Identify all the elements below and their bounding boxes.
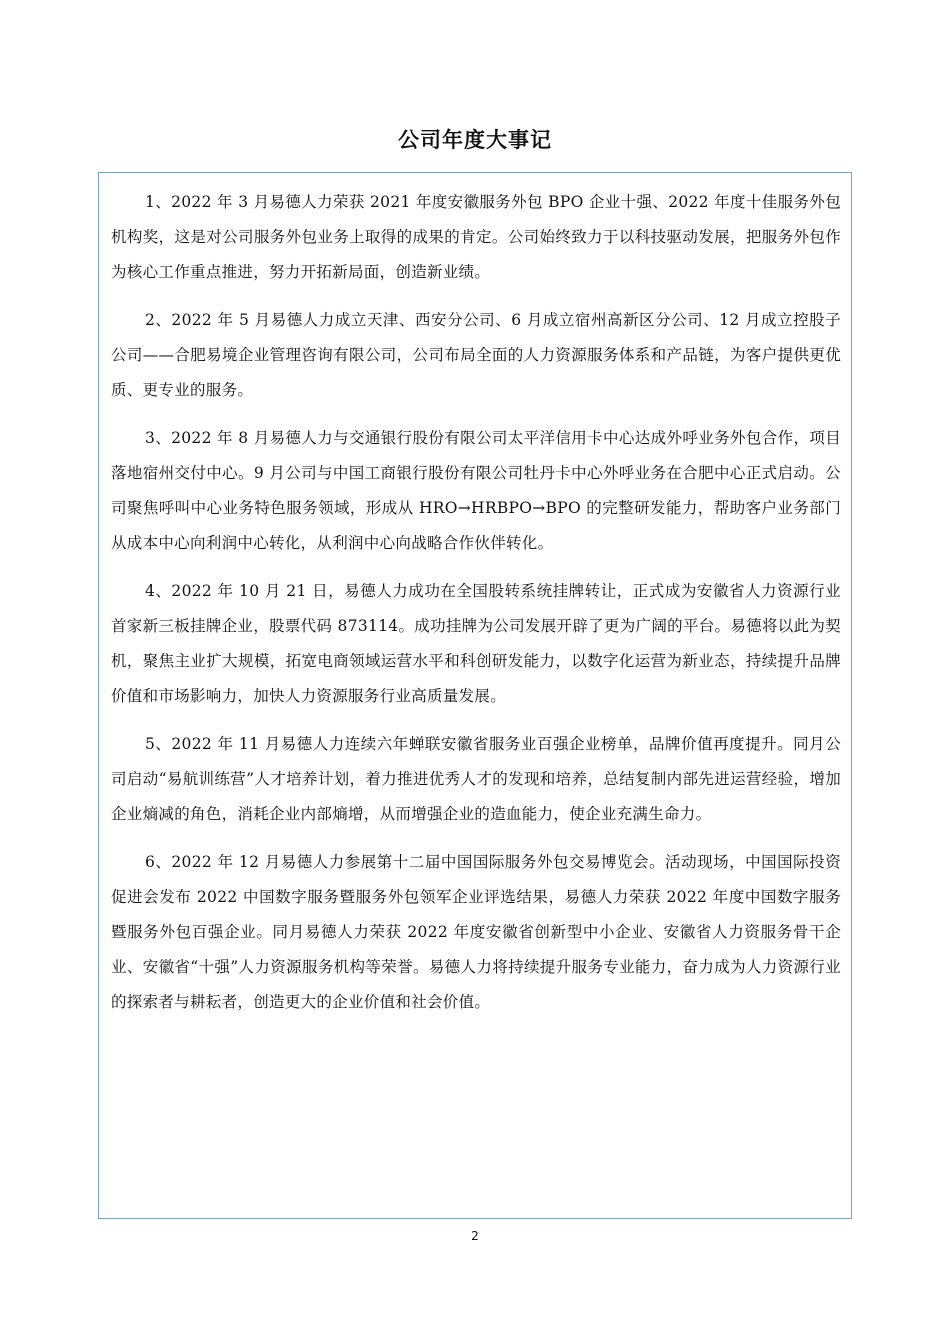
events-table-cell [98,172,852,1219]
page-title: 公司年度大事记 [398,128,552,152]
event-paragraph-1: 1、2022 年 3 月易德人力荣获 2021 年度安徽服务外包 BPO 企业十强、2022 年度十佳服务外包机构奖，这是对公司服务外包业务上取得的成果的肯定。公司始终致力于以科技驱动发展，把服务外包作为核心工作重点推进，努力开拓新局面，创造新业绩。 [111,193,841,281]
event-paragraph-6: 6、2022 年 12 月易德人力参展第十二届中国国际服务外包交易博览会。活动现场，中国国际投资促进会发布 2022 中国数字服务暨服务外包领军企业评选结果，易德人力荣获 2022 年度中国数字服务暨服务外包百强企业。同月易德人力荣获 2022 年度安徽省创新型中小企业、安徽省人力资服务骨干企业、安徽省“十强”人力资源服务机构等荣誉。易德人力将持续提升服务专业能力，奋力成为人力资源行业的探索者与耕耘者，创造更大的企业价值和社会价值。 [111,853,841,1011]
page-number: 2 [471,1229,479,1243]
event-paragraph-5: 5、2022 年 11 月易德人力连续六年蝉联安徽省服务业百强企业榜单，品牌价值再度提升。同月公司启动“易航训练营”人才培养计划，着力推进优秀人才的发现和培养，总结复制内部先进运营经验，增加企业熵减的角色，消耗企业内部熵增，从而增强企业的造血能力，使企业充满生命力。 [111,735,841,823]
event-paragraph-3: 3、2022 年 8 月易德人力与交通银行股份有限公司太平洋信用卡中心达成外呼业务外包合作，项目落地宿州交付中心。9 月公司与中国工商银行股份有限公司牡丹卡中心外呼业务在合肥中心正式启动。公司聚焦呼叫中心业务特色服务领域，形成从 HRO→HRBPO→BPO 的完整研发能力，帮助客户业务部门从成本中心向利润中心转化，从利润中心向战略合作伙伴转化。 [111,429,841,552]
event-paragraph-4: 4、2022 年 10 月 21 日，易德人力成功在全国股转系统挂牌转让，正式成为安徽省人力资源行业首家新三板挂牌企业，股票代码 873114。成功挂牌为公司发展开辟了更为广阔的平台。易德将以此为契机，聚焦主业扩大规模，拓宽电商领域运营水平和科创研发能力，以数字化运营为新业态，持续提升品牌价值和市场影响力，加快人力资源服务行业高质量发展。 [111,582,841,705]
event-paragraph-2: 2、2022 年 5 月易德人力成立天津、西安分公司、6 月成立宿州高新区分公司、12 月成立控股子公司——合肥易境企业管理咨询有限公司，公司布局全面的人力资源服务体系和产品链，为客户提供更优质、更专业的服务。 [111,311,841,399]
